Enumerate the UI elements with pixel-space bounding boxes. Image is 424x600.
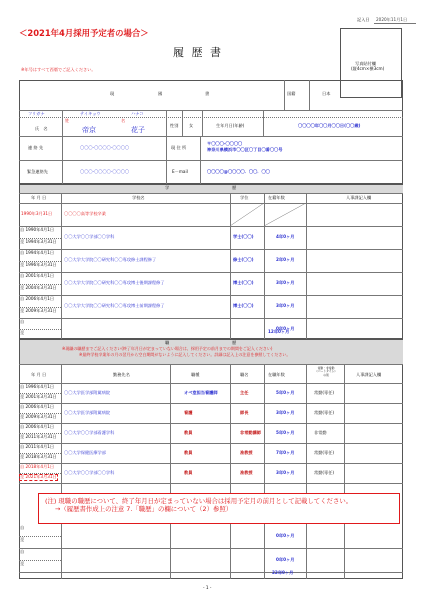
car-row-type: 常勤(専任) (314, 450, 335, 455)
date-label: 記入日 (357, 17, 370, 22)
edu-row-to: 至 (20, 329, 25, 335)
edu-header-date: 年 月 日 (31, 195, 47, 200)
callout-line-2: →（履歴書作成上の注意 7.「職歴」の欄について（2）参照） (55, 505, 233, 513)
edu-first-row-strike (230, 203, 306, 226)
car-row-type: 常勤(専任) (314, 390, 335, 395)
edu-row-school: 〇〇大学大学院〇〇研究科〇〇専攻修士課程修了 (64, 257, 157, 262)
car-row-to: 至 2011年3月31日 (20, 434, 57, 439)
car-row-kind: 教員 (184, 430, 193, 435)
car-row-title: 非常勤講師 (240, 430, 261, 435)
edu-first-school: 〇〇〇〇高等学校卒業 (64, 211, 106, 216)
photo-label: 写真貼付欄 (355, 61, 376, 66)
furigana-mei: ハナコ (131, 110, 144, 116)
edu-row-to: 至 2004年3月31日 (20, 284, 57, 290)
career-table (19, 339, 403, 579)
car-row-title: 准教授 (240, 450, 253, 455)
nationality-label: 国籍 (287, 91, 296, 96)
career-total: 22年0ヶ月 (272, 570, 294, 575)
car-row-to: 至 2018年3月31日 (20, 454, 57, 459)
car-row-org: 〇〇大学〇〇学部看護学科 (64, 430, 115, 435)
note-western: ※年号はすべて西暦でご記入ください。 (21, 67, 96, 72)
nationality-value: 日本 (322, 91, 331, 96)
school-c2: 國 (158, 91, 163, 96)
doc-title: 履 歴 書 (173, 46, 223, 59)
car-row-type: 非常勤 (314, 430, 327, 435)
car-header-org: 勤務先名 (113, 372, 130, 377)
edu-row-degree: 博士(〇〇) (233, 280, 254, 285)
car-row-kind: オペ室担当看護師 (184, 390, 218, 395)
callout-line-1: (注) 現職の職歴について、終了年月日が定まっていない場合は採用予定月の前月として記載してください。 (45, 497, 353, 505)
car-row-years: 3年0ヶ月 (276, 470, 295, 475)
page-number: - 1 - (203, 585, 212, 590)
edu-row-from: 自 (20, 319, 25, 324)
car-row-to: 至 2021年3月31日 (20, 474, 57, 479)
car-row-to: 至 2001年3月31日 (20, 394, 57, 399)
edu-row-to: 至 1996年3月31日 (20, 261, 57, 267)
edu-row-degree: 修士(〇〇) (233, 257, 254, 262)
edu-row-from: 自 2006年4月1日 (20, 296, 55, 301)
sei-value: 帝京 (82, 126, 96, 134)
career-note-2: ※最終学校卒業年の月の翌月から空白期間がないように記入してください。詳細は記入上の注意を参照してください。 (79, 352, 291, 357)
car-row-type: 常勤(専任) (314, 410, 335, 415)
car-row-kind: 教員 (184, 450, 193, 455)
car-row-from: 自 2018年4月1日 (20, 464, 55, 469)
edu-first-date: 1990年3月31日 (21, 211, 53, 216)
car-row-org: 〇〇大学医学部附属病院 (64, 410, 111, 415)
car-row-org: 〇〇大学保健医療学部 (64, 450, 106, 455)
name-label: 氏 名 (35, 126, 48, 131)
date-value: 2020年11月1日 (376, 17, 408, 22)
tel-label: 連 絡 先 (28, 145, 44, 150)
car-row-title: 主任 (240, 390, 249, 395)
car-row-type: 常勤(専任) (314, 470, 335, 475)
school-c1: 現 (110, 91, 115, 96)
furigana-sei: テイキョウ (80, 110, 101, 116)
school-c3: 書 (205, 91, 210, 96)
career-section: 職 歴 (165, 340, 237, 345)
car-row-years: 3年0ヶ月 (276, 410, 295, 415)
gender-label: 性別 (170, 123, 179, 128)
edu-header-school: 学校名 (132, 195, 145, 200)
edu-row-years: 0年0ヶ月 (276, 326, 295, 331)
edu-row-to: 至 2009年3月31日 (20, 307, 57, 313)
edu-header-years: 在籍年数 (268, 195, 285, 200)
edu-row-school: 〇〇大学大学院〇〇研究科〇〇専攻博士前期課程修了 (64, 303, 165, 308)
edu-total: 12年0ヶ月 (268, 329, 290, 334)
car-row-years: 5年0ヶ月 (276, 430, 295, 435)
gender-value: 女 (189, 123, 194, 128)
car-row-org: 〇〇大学医学部附属病院 (64, 390, 111, 395)
mei-label: 名 (121, 118, 126, 123)
car-header-hr: 人事課記入欄 (356, 372, 382, 377)
car-row-to: 至 2009年3月31日 (20, 414, 57, 419)
car-extra-years: 0年0ヶ月 (276, 533, 295, 538)
edu-row-degree: 博士(〇〇) (233, 303, 254, 308)
car-row-title: 師長 (240, 410, 249, 415)
education-section: 学 歴 (165, 185, 237, 190)
edu-row-school: 〇〇大学大学院〇〇研究科〇〇専攻博士後期課程修了 (64, 280, 165, 285)
case-title: ＜2021年4月採用予定者の場合＞ (19, 28, 149, 38)
address-zip: 〒〇〇〇-〇〇〇〇 (207, 141, 243, 146)
edu-row-to: 至 1994年3月31日 (20, 238, 57, 244)
car-header-type: 常勤・非常勤 (パートタイム) の別 (316, 366, 336, 377)
address-label: 現 住 所 (171, 145, 187, 150)
car-row-from: 自 2006年4月1日 (20, 424, 55, 429)
edu-row-years: 2年0ヶ月 (276, 257, 295, 262)
edu-header-hr: 人事課記入欄 (346, 195, 372, 200)
car-row-from: 自 1996年4月1日 (20, 384, 55, 389)
sei-label: 姓 (65, 118, 70, 123)
callout-note (38, 493, 400, 524)
edu-row-years: 4年0ヶ月 (276, 234, 295, 239)
edu-row-from: 自 2001年4月1日 (20, 273, 55, 278)
career-note-1: ※現職の職歴までご記入ください(終了年月日が定まっていない場合は、採用予定の前月までの期間をご記入ください) (62, 346, 273, 351)
edu-row-from: 自 1994年4月1日 (20, 250, 55, 255)
edu-row-degree: 学士(〇〇) (233, 234, 254, 239)
address-line: 神奈川県横浜市〇〇区〇丁目〇番〇〇号 (207, 147, 283, 152)
car-header-date: 年 月 日 (31, 372, 47, 377)
car-header-title: 職名 (240, 372, 249, 377)
car-extra-years: 0年0ヶ月 (276, 557, 295, 562)
dob-label: 生年月日(年齢) (216, 123, 245, 128)
car-row-years: 5年0ヶ月 (276, 390, 295, 395)
email-label: E－mail (172, 169, 188, 174)
mei-value: 花子 (131, 126, 145, 134)
email-value: 〇〇〇〇@〇〇〇〇．〇〇．〇〇 (207, 169, 270, 174)
edu-row-school: 〇〇大学〇〇学部〇〇学科 (64, 234, 115, 239)
edu-header-degree: 学位 (240, 195, 249, 200)
car-row-from: 自 2011年4月1日 (20, 444, 55, 449)
car-row-title: 准教授 (240, 470, 253, 475)
car-header-years: 在職年数 (268, 372, 285, 377)
tel-value: 〇〇〇-〇〇〇〇-〇〇〇〇 (80, 145, 130, 150)
furigana-label: フリガナ (28, 110, 45, 116)
car-row-kind: 教員 (184, 470, 193, 475)
emergency-label: 緊急連絡先 (27, 169, 48, 174)
car-header-kind: 職種 (191, 372, 200, 377)
dob-value: 〇〇〇〇年〇〇月〇〇日(〇〇歳) (298, 123, 361, 128)
car-row-org: 〇〇大学〇〇学部〇〇学科 (64, 470, 115, 475)
photo-size: (縦4cm×横3cm) (351, 66, 385, 71)
car-row-years: 7年0ヶ月 (276, 450, 295, 455)
edu-row-years: 3年0ヶ月 (276, 280, 295, 285)
car-row-from: 自 2006年4月1日 (20, 404, 55, 409)
edu-row-from: 自 1990年4月1日 (20, 227, 55, 232)
car-row-kind: 看護 (184, 410, 193, 415)
edu-row-years: 3年0ヶ月 (276, 303, 295, 308)
emergency-value: 〇〇〇-〇〇〇〇-〇〇〇〇 (80, 169, 130, 174)
